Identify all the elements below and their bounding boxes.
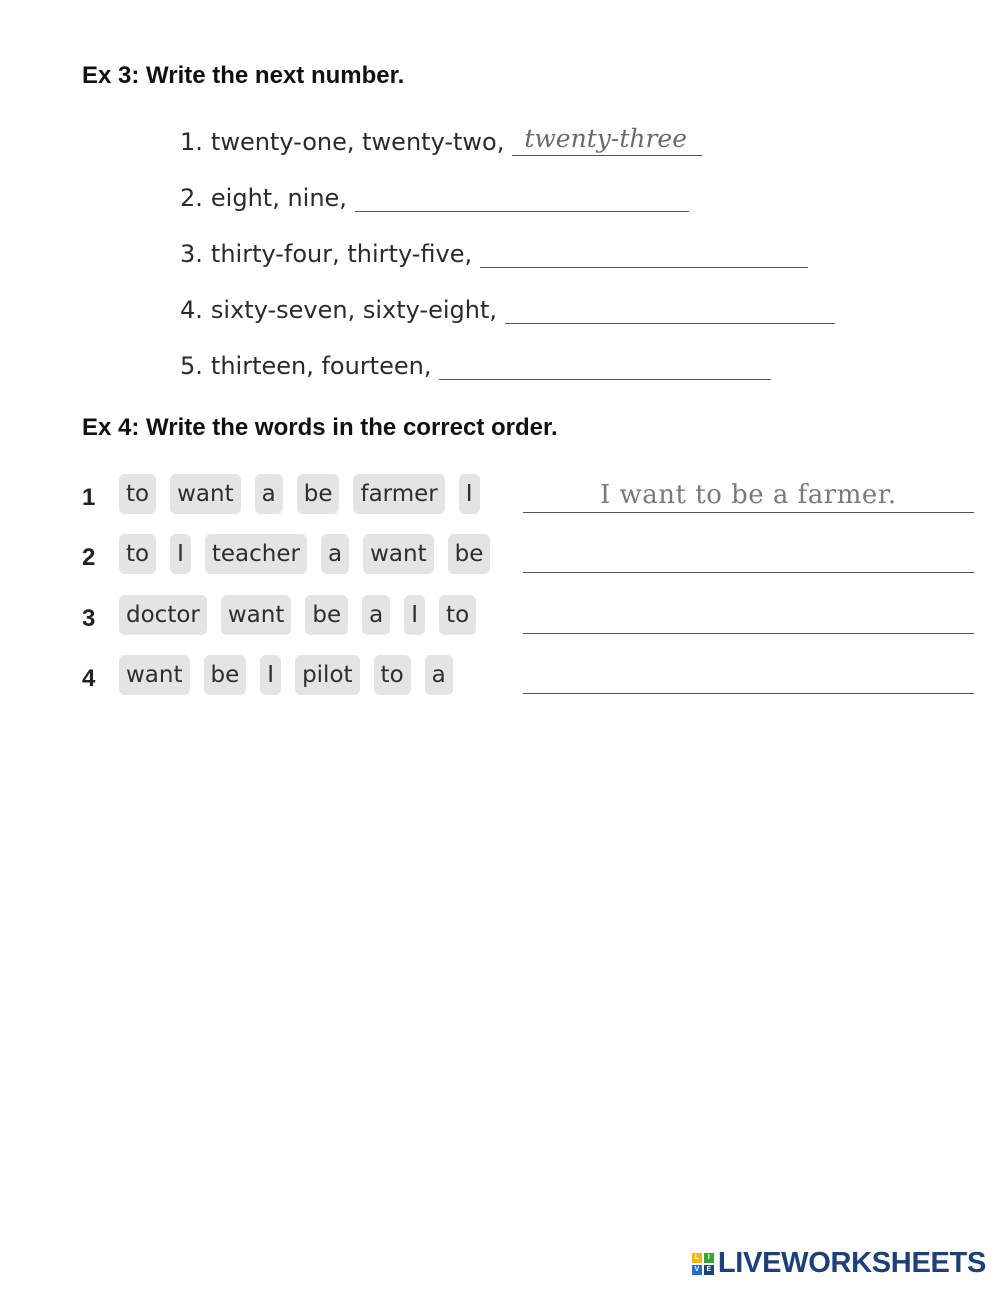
answer-field[interactable]: [439, 349, 771, 380]
sample-answer: I want to be a farmer.: [600, 480, 897, 510]
ex3-item-1: [180, 116, 702, 156]
row-number: 3: [82, 605, 96, 632]
word-tile: to: [119, 534, 156, 574]
word-tile: a: [321, 534, 349, 574]
logo-mark-cell: E: [704, 1265, 714, 1275]
ex3-item-4: [180, 284, 835, 324]
answer-field[interactable]: [523, 633, 974, 634]
ex3-item-5: [180, 340, 771, 380]
ex4-row-3: [82, 595, 974, 637]
word-tile: to: [119, 474, 156, 514]
sample-answer: twenty-three: [524, 124, 688, 153]
word-tile: want: [119, 655, 190, 695]
word-tile: a: [425, 655, 453, 695]
logo-mark-icon: [692, 1253, 714, 1275]
ex4-row-1: [82, 474, 974, 516]
answer-field[interactable]: [523, 572, 974, 573]
word-tile: I: [170, 534, 191, 574]
item-number: 1.: [180, 128, 203, 156]
answer-field[interactable]: [523, 512, 974, 513]
word-tile: be: [297, 474, 340, 514]
word-tile: pilot: [295, 655, 359, 695]
exercise-3-heading: Ex 3: Write the next number.: [82, 62, 405, 89]
answer-field[interactable]: [355, 181, 689, 212]
word-tile: doctor: [119, 595, 207, 635]
word-tiles: [119, 534, 490, 574]
row-number: 2: [82, 544, 96, 571]
word-tile: be: [204, 655, 247, 695]
logo-mark-cell: I: [704, 1253, 714, 1263]
logo-mark-cell: L: [692, 1253, 702, 1263]
word-tile: want: [170, 474, 241, 514]
item-number: 4.: [180, 296, 203, 324]
word-tiles: [119, 655, 453, 695]
word-tile: to: [374, 655, 411, 695]
word-tile: a: [362, 595, 390, 635]
item-number: 2.: [180, 184, 203, 212]
item-prompt: sixty-seven, sixty-eight,: [210, 296, 497, 324]
item-number: 3.: [180, 240, 203, 268]
item-prompt: eight, nine,: [210, 184, 347, 212]
ex4-row-4: [82, 655, 974, 697]
answer-field[interactable]: [523, 693, 974, 694]
word-tiles: [119, 595, 476, 635]
exercise-4-heading: Ex 4: Write the words in the correct order.: [82, 414, 558, 441]
item-number: 5.: [180, 352, 203, 380]
word-tile: be: [305, 595, 348, 635]
ex3-item-3: [180, 228, 808, 268]
word-tile: I: [260, 655, 281, 695]
liveworksheets-logo: [692, 1247, 986, 1280]
word-tile: farmer: [353, 474, 444, 514]
item-prompt: thirty-four, thirty-five,: [210, 240, 473, 268]
answer-field[interactable]: [512, 125, 702, 156]
word-tile: be: [448, 534, 491, 574]
ex3-item-2: [180, 172, 689, 212]
word-tile: I: [404, 595, 425, 635]
row-number: 4: [82, 665, 96, 692]
logo-text: LIVEWORKSHEETS: [717, 1247, 986, 1279]
item-prompt: twenty-one, twenty-two,: [210, 128, 505, 156]
logo-mark-cell: V: [692, 1265, 702, 1275]
item-prompt: thirteen, fourteen,: [210, 352, 432, 380]
word-tile: teacher: [205, 534, 307, 574]
ex4-row-2: [82, 534, 974, 576]
word-tile: want: [221, 595, 292, 635]
word-tiles: [119, 474, 480, 514]
word-tile: a: [255, 474, 283, 514]
word-tile: I: [459, 474, 480, 514]
row-number: 1: [82, 484, 96, 511]
answer-field[interactable]: [505, 293, 835, 324]
word-tile: to: [439, 595, 476, 635]
word-tile: want: [363, 534, 434, 574]
answer-field[interactable]: [480, 237, 808, 268]
